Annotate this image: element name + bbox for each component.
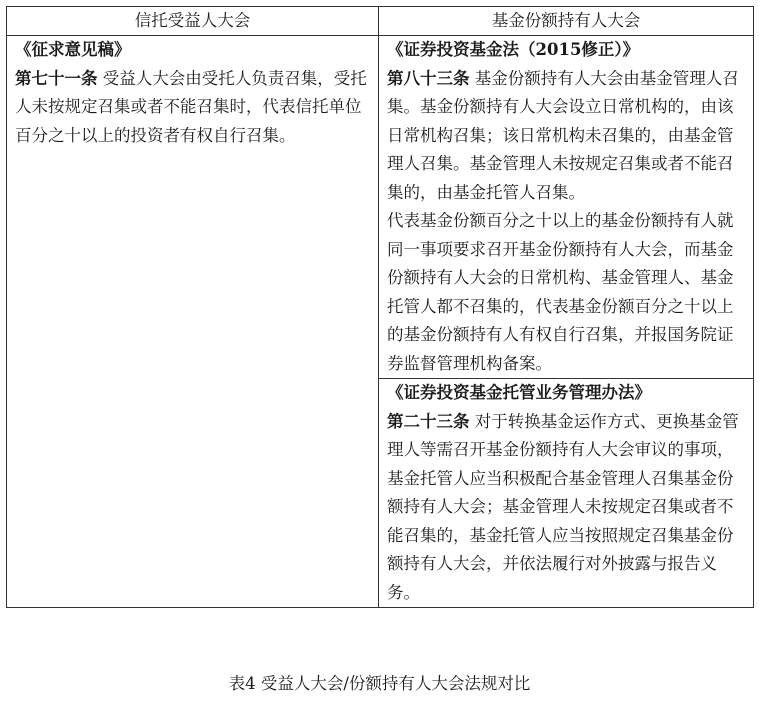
header-trust-beneficiary-meeting: 信托受益人大会 [7, 7, 379, 36]
right-bottom-source-title: 《证券投资基金托管业务管理办法》 [387, 383, 651, 402]
right-bottom-cell [379, 379, 754, 608]
right-top-source-title: 《证券投资基金法（2015修正）》 [387, 40, 640, 59]
right-top-second-paragraph: 代表基金份额百分之十以上的基金份额持有人就同一事项要求召开基金份额持有人大会，而基金份额持有人大会的日常机构、基金管理人、基金托管人都不召集的，代表基金份额百分之十以上的基金份额持有人有权自行召集，并报国务院证券监督管理机构备案。 [387, 211, 734, 373]
left-source-title: 《征求意见稿》 [15, 40, 131, 59]
right-top-article-paragraph [387, 65, 745, 208]
table-header-row [7, 7, 754, 36]
table-caption: 表4 受益人大会/份额持有人大会法规对比 [228, 674, 531, 693]
left-cell [7, 36, 379, 608]
comparison-table [6, 6, 754, 608]
right-top-article-number: 第八十三条 [387, 68, 470, 88]
right-bottom-article-text: 对于转换基金运作方式、更换基金管理人等需召开基金份额持有人大会审议的事项，基金托管人应当积极配合基金管理人召集基金份额持有人大会；基金管理人未按规定召集或者不能召集的，基金托管人应当按照规定召集基金份额持有人大会，并依法履行对外披露与报告义务。 [387, 411, 739, 602]
left-article-paragraph [15, 65, 370, 151]
right-top-article-text: 基金份额持有人大会由基金管理人召集。基金份额持有人大会设立日常机构的，由该日常机构召集；该日常机构未召集的，由基金管理人召集。基金管理人未按规定召集或者不能召集的，由基金托管人召集。 [387, 68, 739, 202]
right-bottom-article-number: 第二十三条 [387, 411, 470, 431]
table-row [7, 36, 754, 379]
left-article-text: 受益人大会由受托人负责召集，受托人未按规定召集或者不能召集时，代表信托单位百分之十以上的投资者有权自行召集。 [15, 68, 367, 145]
right-top-cell [379, 36, 754, 379]
header-fund-holder-meeting: 基金份额持有人大会 [379, 7, 754, 36]
right-bottom-article-paragraph [387, 408, 745, 608]
left-article-number: 第七十一条 [15, 68, 98, 88]
